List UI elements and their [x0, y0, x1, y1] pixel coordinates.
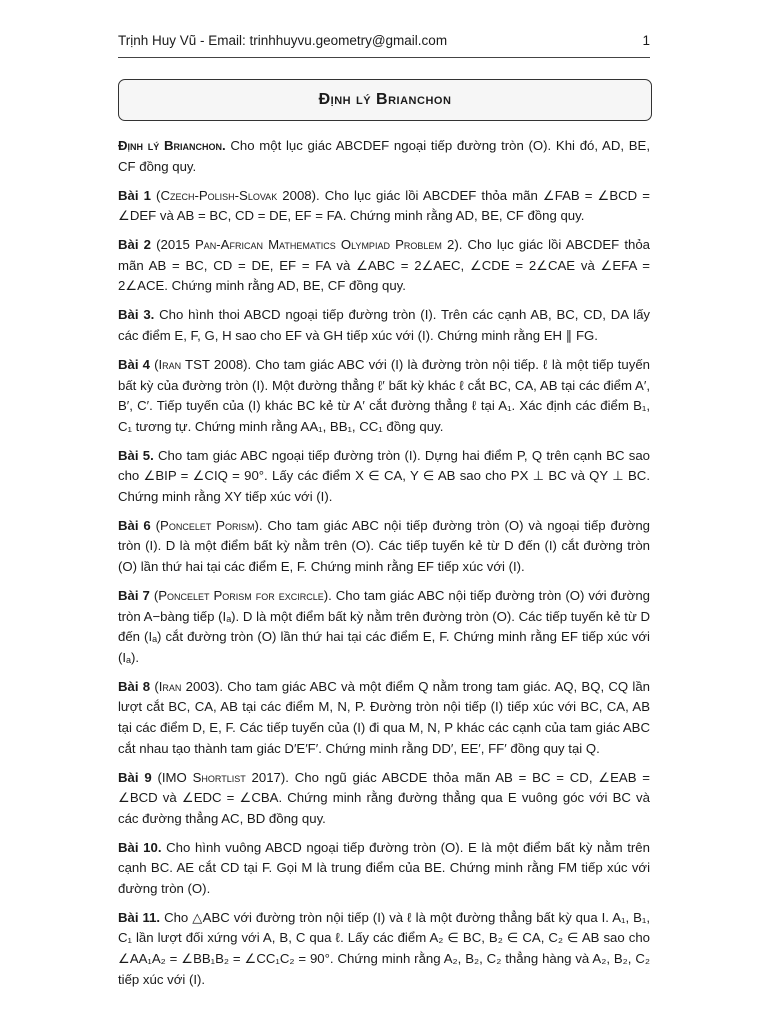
problem-item	[118, 235, 650, 297]
problem-label: Bài 5.	[118, 447, 154, 463]
title-box	[118, 79, 652, 121]
problem-text: Cho tam giác ABC nội tiếp đường tròn (O) với đường tròn A−bàng tiếp (Iₐ). D là một điểm bất kỳ nằm trên đường tròn (O). Các tiếp tuyến kẻ từ D đến (Iₐ) cắt đường tròn (O) lần thứ hai tại các điểm E, F. Chứng minh rằng EF tiếp xúc với (Iₐ).	[118, 588, 650, 665]
theorem-statement	[118, 136, 650, 177]
problem-item	[118, 768, 650, 830]
problem-label: Bài 7	[118, 588, 150, 604]
problem-text: Cho tam giác ABC và một điểm Q nằm trong tam giác. AQ, BQ, CQ lần lượt cắt BC, CA, AB tại các điểm M, N, P. Đường tròn nội tiếp (I) tiếp xúc với BC, CA, AB tại các điểm D, E, F. Các tiếp tuyến của (I) đi qua M, N, P khác các cạnh của tam giác ABC cắt nhau tạo thành tam giác D′E′F′. Chứng minh rằng DD′, EE′, FF′ đồng quy tại Q.	[118, 678, 650, 756]
problem-source: (IMO Shortlist 2017).	[157, 769, 289, 785]
problem-source: (Poncelet Porism for excircle).	[153, 588, 332, 604]
problem-item	[118, 677, 650, 759]
problem-text: Cho ngũ giác ABCDE thỏa mãn AB = BC = CD, ∠EAB = ∠BCD và ∠EDC = ∠CBA. Chứng minh rằng đường thẳng qua E vuông góc với BC và các đường thẳng AC, BD đồng quy.	[118, 769, 651, 826]
problem-source: (2015 Pan-African Mathematics Olympiad Problem 2).	[156, 237, 463, 253]
problem-item	[118, 186, 650, 227]
problem-text: Cho lục giác lồi ABCDEF thỏa mãn ∠FAB = ∠BCD = ∠DEF và AB = BC, CD = DE, EF = FA. Chứng minh rằng AD, BE, CF đồng quy.	[118, 187, 651, 224]
problem-text: Cho △ABC với đường tròn nội tiếp (I) và ℓ là một đường thẳng bất kỳ qua I. A₁, B₁, C₁ lần lượt đối xứng với A, B, C qua ℓ. Lấy các điểm A₂ ∈ BC, B₂ ∈ CA, C₂ ∈ AB sao cho ∠AA₁A₂ = ∠BB₁B₂ = ∠CC₁C₂ = 90°. Chứng minh rằng A₂, B₂, C₂ thẳng hàng và A₂, B₂, C₂ tiếp xúc với (I).	[118, 909, 650, 987]
problem-text: Cho tam giác ABC với (I) là đường tròn nội tiếp. ℓ là một tiếp tuyến bất kỳ của đường tròn (I). Một đường thẳng ℓ′ bất kỳ khác ℓ cắt BC, CA, AB tại các điểm A′, B′, C′. Tiếp tuyến của (I) khác BC kẻ từ A′ cắt đường thẳng ℓ tại A₁. Xác định các điểm B₁, C₁ tương tự. Chứng minh rằng AA₁, BB₁, CC₁ đồng quy.	[118, 356, 650, 434]
problem-label: Bài 8	[118, 678, 151, 694]
problem-source: (Czech-Polish-Slovak 2008).	[156, 187, 320, 203]
problem-item	[118, 908, 650, 990]
problem-source: (Poncelet Porism).	[155, 517, 263, 533]
problem-text: Cho hình thoi ABCD ngoại tiếp đường tròn (I). Trên các cạnh AB, BC, CD, DA lấy các điểm E, F, G, H sao cho EF và GH tiếp xúc với (I). Chứng minh rằng EH ∥ FG.	[118, 307, 650, 343]
problem-item	[118, 586, 650, 668]
theorem-text: Cho một lục giác ABCDEF ngoại tiếp đường tròn (O). Khi đó, AD, BE, CF đồng quy.	[118, 138, 650, 174]
author-email: Trịnh Huy Vũ - Email: trinhhuyvu.geometry@gmail.com	[118, 33, 448, 48]
problem-list	[118, 186, 650, 991]
problem-text: Cho tam giác ABC nội tiếp đường tròn (O) và ngoại tiếp đường tròn (I). D là một điểm bất kỳ nằm trên (O). Các tiếp tuyến kẻ từ D đến (I) cắt đường tròn (O) lần thứ hai tại các điểm E, F. Chứng minh rằng EF tiếp xúc với (I).	[118, 517, 651, 575]
page-title: Định lý Brianchon	[318, 91, 452, 108]
problem-text: Cho hình vuông ABCD ngoại tiếp đường tròn (O). E là một điểm bất kỳ nằm trên cạnh BC. AE cắt CD tại F. Gọi M là trung điểm của BE. Chứng minh rằng FM tiếp xúc với đường tròn (O).	[118, 839, 650, 896]
problem-label: Bài 9	[118, 769, 152, 785]
problem-item	[118, 355, 650, 437]
problem-label: Bài 3.	[118, 307, 155, 323]
problem-source: (Iran TST 2008).	[154, 356, 252, 372]
header-rule	[118, 57, 650, 58]
problem-item	[118, 516, 650, 578]
page-number: 1	[642, 33, 650, 48]
problem-label: Bài 10.	[118, 839, 162, 855]
problem-text: Cho tam giác ABC ngoại tiếp đường tròn (I). Dựng hai điểm P, Q trên cạnh BC sao cho ∠BIP = ∠CIQ = 90°. Lấy các điểm X ∈ CA, Y ∈ AB sao cho PX ⊥ BC và QY ⊥ BC. Chứng minh rằng XY tiếp xúc với (I).	[118, 447, 650, 504]
problem-label: Bài 4	[118, 356, 150, 372]
document-body	[118, 136, 650, 999]
problem-source: (Iran 2003).	[154, 678, 224, 694]
problem-item	[118, 446, 650, 508]
problem-label: Bài 1	[118, 187, 151, 203]
problem-label: Bài 11.	[118, 909, 161, 925]
problem-item	[118, 305, 650, 346]
problem-text: Cho lục giác lồi ABCDEF thỏa mãn AB = BC, CD = DE, EF = FA và ∠ABC = 2∠AEC, ∠CDE = 2∠CAE và ∠EFA = 2∠ACE. Chứng minh rằng AD, BE, CF đồng quy.	[118, 237, 650, 294]
theorem-label: Định lý Brianchon.	[118, 138, 226, 153]
problem-label: Bài 6	[118, 517, 151, 533]
problem-item	[118, 838, 650, 900]
problem-label: Bài 2	[118, 237, 151, 253]
page-header	[118, 33, 650, 53]
